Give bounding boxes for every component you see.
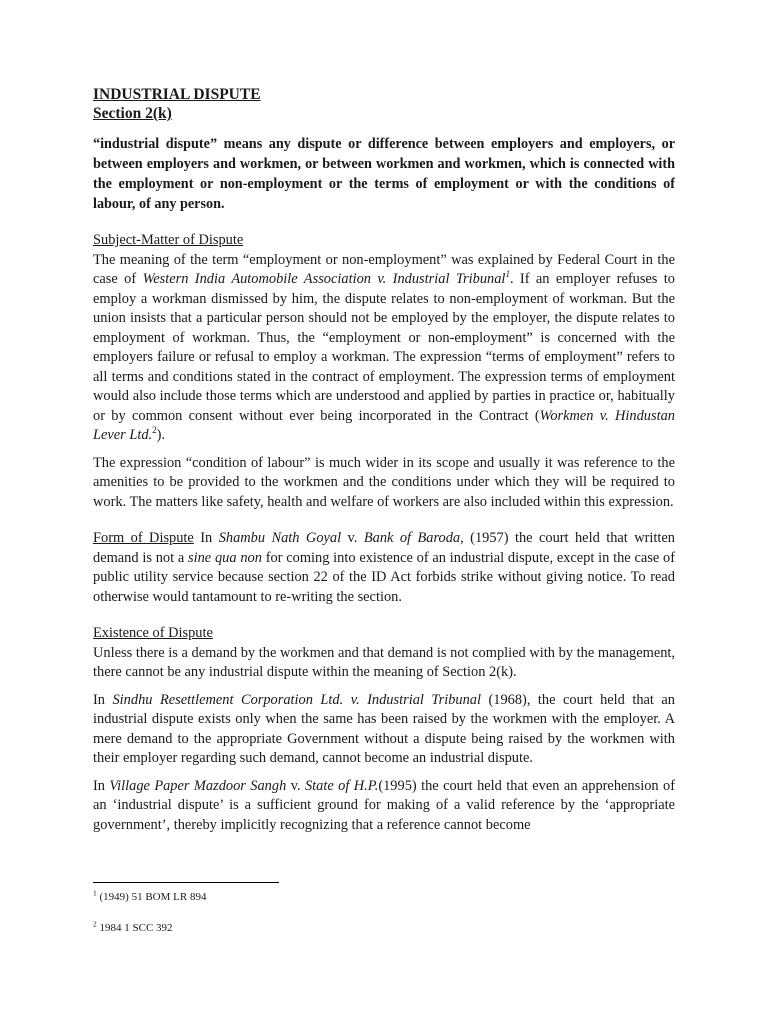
text-run: In — [193, 530, 219, 546]
text-run: (1968), the court held that an industrial dispute exists only when the same has been raised by the workmen with the employer. A mere demand to the appropriate Government without a dispute being raised by the workmen with their employer regarding such demand, cannot become an industrial dispute. — [93, 691, 675, 766]
village-paper-case-paragraph — [93, 777, 675, 836]
form-of-dispute-paragraph — [93, 529, 675, 607]
subject-matter-heading-text: Subject-Matter of Dispute — [93, 232, 244, 248]
footnote-1-text: (1949) 51 BOM LR 894 — [96, 891, 207, 903]
definition-paragraph: “industrial dispute” means any dispute or difference between employers and employers, or between employers and workmen, or between workmen and workmen, which is connected with the employment or non-employment or the terms of employment or with the conditions of labour, of any person. — [93, 136, 675, 212]
form-of-dispute-heading: Form of Dispute — [93, 530, 194, 546]
text-run: (1995) the court held that even an apprehension of an ‘industrial dispute’ is a sufficient ground for making of a valid reference by the ‘appropriate government’, thereby implicitly recognizing that a reference cannot become — [93, 777, 675, 833]
text-run: . If an employer refuses to employ a workman dismissed by him, the dispute relates to non-employment of workman. But the union insists that a particular person should not be employed by the employer, the dispute relates to employment of workman. Thus, the “employment or non-employment” is concerned with the employers failure or refusal to employ a workman. The expression “terms of employment” refers to all terms and conditions stated in the contract of employment. The expression terms of employment would also include those terms which are understood and applied by parties in practice or, habitually or by common consent without ever being incorporated in the Contract ( — [93, 271, 675, 424]
existence-heading-text: Existence of Dispute — [93, 625, 213, 641]
case-name: Bank of Baroda — [363, 530, 461, 546]
subject-matter-heading — [93, 231, 675, 251]
document-body — [93, 85, 675, 835]
footnote-1-mark: 1 — [93, 888, 97, 898]
footnote-2-mark: 2 — [93, 919, 97, 929]
footnote-2 — [93, 919, 173, 935]
footnote-separator — [93, 882, 279, 883]
text-run: v. — [286, 777, 305, 794]
subject-matter-paragraph — [93, 251, 675, 446]
footnote-ref-2[interactable]: 2 — [152, 425, 157, 436]
case-name: Village Paper Mazdoor Sangh — [109, 777, 287, 794]
latin-phrase: sine qua non — [188, 549, 262, 566]
existence-paragraph: Unless there is a demand by the workmen and that demand is not complied with by the management, there cannot be any industrial dispute within the meaning of Section 2(k). — [93, 644, 675, 680]
text-run: In — [93, 777, 110, 794]
text-run: v. — [341, 530, 364, 546]
text-run: , (1957) the court held that written demand is not a — [93, 530, 675, 566]
case-name: State of H.P. — [304, 777, 379, 794]
case-name: Sindhu Resettlement Corporation Ltd. v. Industrial Tribunal — [112, 691, 481, 708]
footnote-2-text: 1984 1 SCC 392 — [96, 922, 173, 934]
text-run: for coming into existence of an industrial dispute, except in the case of public utility service because section 22 of the ID Act forbids strike without giving notice. To read otherwise would tantamount to re-writing the section. — [93, 549, 675, 605]
existence-heading — [93, 624, 675, 644]
document-title: INDUSTRIAL DISPUTE — [93, 86, 261, 103]
sindhu-case-paragraph — [93, 691, 675, 769]
text-run: The meaning of the term “employment or non-employment” was explained by Federal Court in the case of — [93, 251, 675, 287]
case-name: Workmen v. Hindustan Lever Ltd. — [93, 407, 675, 443]
section-reference: Section 2(k) — [93, 105, 172, 122]
text-run: In — [93, 691, 113, 708]
text-run: ). — [156, 427, 166, 443]
condition-of-labour-paragraph: The expression “condition of labour” is much wider in its scope and usually it was reference to the amenities to be provided to the workmen and the conditions under which they will be required to work. The matters like safety, health and welfare of workers are also included within this expression. — [93, 454, 675, 510]
case-name: Shambu Nath Goyal — [218, 530, 342, 546]
case-name: Western India Automobile Association v. Industrial Tribunal — [142, 271, 506, 287]
footnote-1 — [93, 888, 207, 904]
footnote-ref-1[interactable]: 1 — [505, 269, 510, 280]
